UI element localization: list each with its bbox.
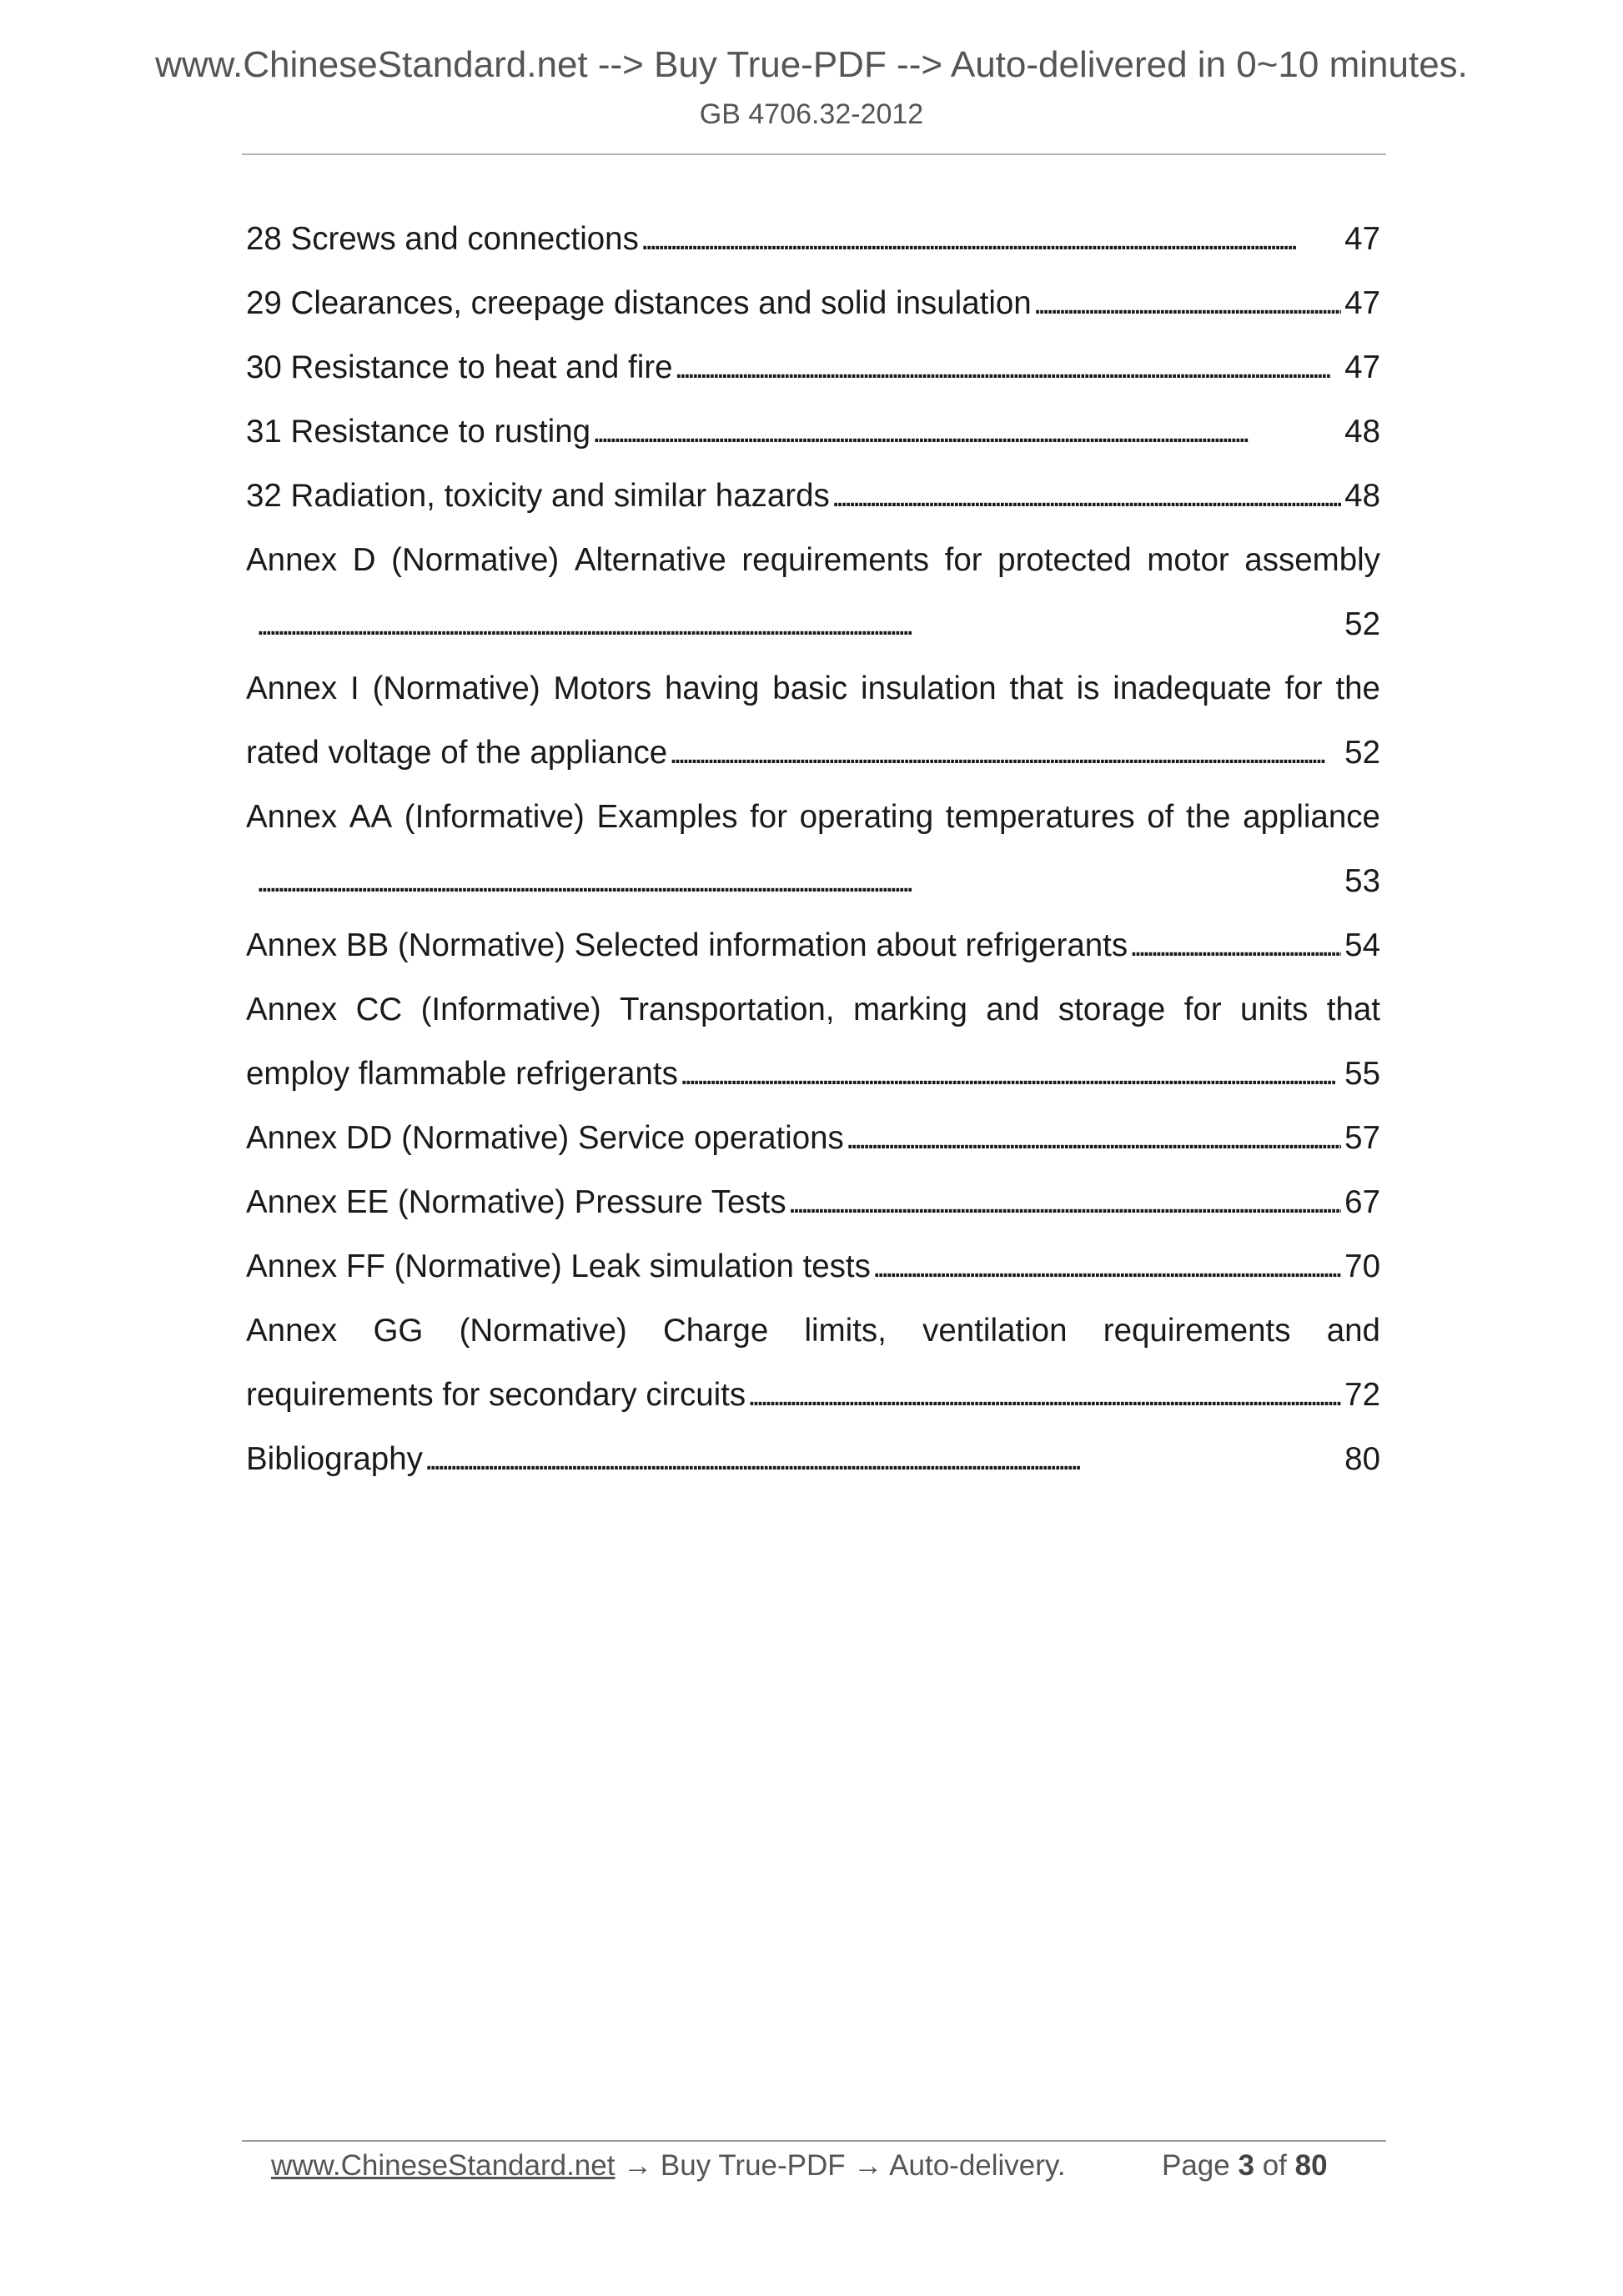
toc-title-word: ventilation: [922, 1313, 1068, 1349]
toc-title-word: is: [1076, 671, 1100, 706]
toc-page-number: 53: [1344, 863, 1380, 899]
table-of-contents: [246, 207, 1380, 1491]
toc-entry-29[interactable]: [246, 271, 1380, 335]
toc-page-number: 80: [1344, 1441, 1380, 1477]
dot-leader: [675, 335, 1342, 399]
toc-entry-annex-d[interactable]: [246, 528, 1380, 656]
footer-divider: [242, 2140, 1386, 2142]
toc-page-number: 47: [1344, 349, 1380, 385]
dot-leader: [592, 399, 1341, 464]
toc-entry-bibliography[interactable]: [246, 1427, 1380, 1491]
dot-leader: [256, 849, 1341, 913]
toc-title-word: the: [1335, 671, 1380, 706]
toc-entry-28[interactable]: [246, 207, 1380, 271]
toc-title-word: requirements: [741, 542, 930, 578]
toc-page-number: 52: [1344, 735, 1380, 771]
page-label: Page: [1162, 2149, 1230, 2182]
toc-title-word: Transportation,: [620, 992, 835, 1027]
toc-title-word: I: [350, 671, 359, 706]
toc-title-word: motor: [1147, 542, 1229, 578]
toc-entry-annex-dd[interactable]: [246, 1106, 1380, 1170]
toc-title-word: (Normative): [391, 542, 560, 578]
toc-page-number: 48: [1344, 414, 1380, 450]
dot-leader: [680, 1042, 1341, 1106]
toc-entry-continuation: [246, 721, 1380, 785]
toc-title-word: and: [986, 992, 1040, 1027]
toc-entry-title-line2: requirements for secondary circuits: [246, 1377, 746, 1413]
dot-leader: [788, 1170, 1342, 1234]
toc-title-word: of: [1147, 799, 1174, 835]
toc-title-word: for: [1284, 671, 1323, 706]
toc-title-word: operating: [799, 799, 934, 835]
page-indicator: [1162, 2147, 1328, 2185]
toc-entry-annex-ee[interactable]: [246, 1170, 1380, 1234]
header-divider: [242, 153, 1386, 155]
page-total: 80: [1294, 2149, 1328, 2182]
toc-title-word: Annex: [246, 1313, 338, 1349]
dot-leader: [1129, 913, 1341, 977]
toc-entry-annex-gg[interactable]: [246, 1299, 1380, 1427]
toc-entry-continuation: [246, 1363, 1380, 1427]
toc-entry-title-justified: [246, 528, 1380, 592]
toc-title-word: AA: [349, 799, 393, 835]
toc-entry-title-justified: [246, 785, 1380, 849]
toc-entry-title: 28 Screws and connections: [246, 221, 639, 257]
toc-page-number: 72: [1344, 1377, 1380, 1413]
page-current: 3: [1238, 2149, 1254, 2182]
toc-title-word: Charge: [662, 1313, 769, 1349]
dot-leader: [846, 1106, 1341, 1170]
toc-title-word: assembly: [1244, 542, 1380, 578]
toc-title-word: requirements: [1103, 1313, 1291, 1349]
toc-title-word: CC: [355, 992, 403, 1027]
toc-entry-annex-ff[interactable]: [246, 1234, 1380, 1299]
dot-leader: [669, 721, 1341, 785]
header-title: www.ChineseStandard.net --> Buy True-PDF --> Auto-delivered in 0~10 minutes.: [155, 44, 1468, 85]
toc-entry-annex-aa[interactable]: [246, 785, 1380, 913]
toc-page-number: 70: [1344, 1248, 1380, 1284]
toc-entry-continuation: [246, 849, 1380, 913]
toc-title-word: for: [944, 542, 982, 578]
toc-page-number: 55: [1344, 1056, 1380, 1092]
dot-leader: [425, 1427, 1341, 1491]
toc-entry-continuation: [246, 1042, 1380, 1106]
toc-entry-annex-bb[interactable]: [246, 913, 1380, 977]
toc-entry-title: 31 Resistance to rusting: [246, 414, 591, 450]
toc-title-word: for: [1183, 992, 1222, 1027]
toc-title-word: (Informative): [420, 992, 601, 1027]
toc-title-word: Alternative: [574, 542, 726, 578]
toc-title-word: limits,: [804, 1313, 887, 1349]
footer-promo: [271, 2147, 1066, 2185]
toc-entry-title: Annex DD (Normative) Service operations: [246, 1120, 844, 1156]
toc-entry-title: Annex FF (Normative) Leak simulation tests: [246, 1248, 871, 1284]
dot-leader: [872, 1234, 1341, 1299]
toc-entry-title-line2: employ flammable refrigerants: [246, 1056, 678, 1092]
toc-title-word: insulation: [861, 671, 997, 706]
toc-entry-30[interactable]: [246, 335, 1380, 399]
toc-title-word: inadequate: [1113, 671, 1272, 706]
dot-leader: [747, 1363, 1341, 1427]
toc-title-word: basic: [772, 671, 848, 706]
arrow-right-icon: →: [853, 2149, 883, 2182]
toc-title-word: temperatures: [945, 799, 1135, 835]
toc-entry-title: Bibliography: [246, 1441, 423, 1477]
toc-title-word: appliance: [1243, 799, 1380, 835]
toc-title-word: Annex: [246, 542, 338, 578]
toc-title-word: and: [1326, 1313, 1380, 1349]
toc-title-word: that: [1009, 671, 1063, 706]
toc-entry-32[interactable]: [246, 464, 1380, 528]
toc-entry-title-justified: [246, 656, 1380, 721]
toc-title-word: protected: [997, 542, 1132, 578]
toc-entry-title: 32 Radiation, toxicity and similar hazards: [246, 478, 830, 514]
toc-title-word: GG: [373, 1313, 424, 1349]
toc-entry-title: 29 Clearances, creepage distances and solid insulation: [246, 285, 1032, 321]
toc-page-number: 52: [1344, 606, 1380, 642]
toc-title-word: marking: [852, 992, 967, 1027]
toc-title-word: units: [1240, 992, 1309, 1027]
dot-leader: [641, 207, 1341, 271]
toc-entry-title: 30 Resistance to heat and fire: [246, 349, 673, 385]
arrow-right-icon: →: [623, 2149, 653, 2182]
toc-title-word: (Normative): [372, 671, 540, 706]
toc-title-word: the: [1185, 799, 1231, 835]
toc-entry-31[interactable]: [246, 399, 1380, 464]
footer-auto-text: Auto-delivery.: [882, 2149, 1066, 2182]
toc-entry-annex-i[interactable]: [246, 656, 1380, 785]
toc-page-number: 47: [1344, 285, 1380, 321]
dot-leader: [832, 464, 1341, 528]
document-code: GB 4706.32-2012: [699, 98, 924, 130]
toc-title-word: having: [665, 671, 760, 706]
toc-page-number: 67: [1344, 1184, 1380, 1220]
toc-title-word: Motors: [553, 671, 652, 706]
toc-page-number: 48: [1344, 478, 1380, 514]
toc-title-word: for: [750, 799, 788, 835]
toc-title-word: Annex: [246, 799, 338, 835]
toc-page-number: 54: [1344, 927, 1380, 963]
toc-title-word: Annex: [246, 671, 338, 706]
dot-leader: [1033, 271, 1341, 335]
toc-page-number: 57: [1344, 1120, 1380, 1156]
toc-title-word: D: [352, 542, 376, 578]
toc-entry-annex-cc[interactable]: [246, 977, 1380, 1106]
toc-title-word: storage: [1058, 992, 1166, 1027]
toc-title-word: that: [1326, 992, 1380, 1027]
toc-entry-continuation: [246, 592, 1380, 656]
toc-entry-title: Annex BB (Normative) Selected information about refrigerants: [246, 927, 1128, 963]
toc-entry-title-justified: [246, 977, 1380, 1042]
toc-entry-title-justified: [246, 1299, 1380, 1363]
toc-page-number: 47: [1344, 221, 1380, 257]
footer-site-link[interactable]: www.ChineseStandard.net: [271, 2149, 616, 2182]
toc-title-word: Annex: [246, 992, 338, 1027]
toc-title-word: (Normative): [459, 1313, 627, 1349]
toc-entry-title: Annex EE (Normative) Pressure Tests: [246, 1184, 786, 1220]
toc-title-word: Examples: [596, 799, 738, 835]
dot-leader: [256, 592, 1341, 656]
footer-buy-text: Buy True-PDF: [652, 2149, 854, 2182]
toc-title-word: (Informative): [404, 799, 585, 835]
of-label: of: [1262, 2149, 1287, 2182]
toc-entry-title-line2: rated voltage of the appliance: [246, 735, 668, 771]
